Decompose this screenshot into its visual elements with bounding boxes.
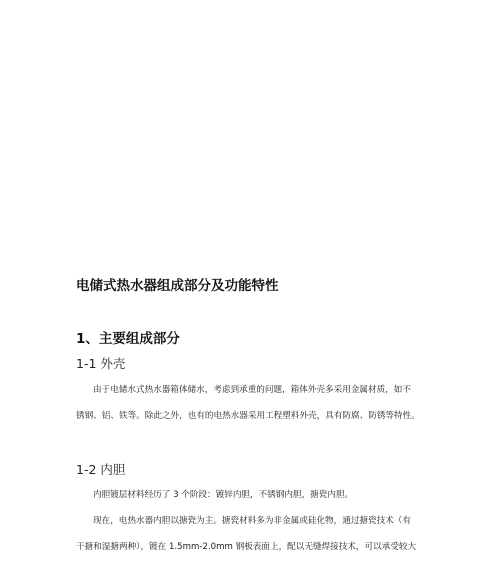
paragraph-enamel-line-2: 干搪和湿搪两种），镀在 1.5mm-2.0mm 钢板表面上，配以无缝焊接技术，可以承受较大: [76, 542, 417, 552]
paragraph-inner-tank-stages: 内胆镀层材料经历了 3 个阶段：镀锌内胆，不锈钢内胆，搪瓷内胆。: [93, 490, 354, 500]
document-title: 电储式热水器组成部分及功能特性: [76, 278, 279, 294]
section-heading-main-components: 1、主要组成部分: [76, 331, 180, 347]
subsection-heading-inner-tank: 1-2 内胆: [76, 462, 126, 477]
subsection-heading-shell: 1-1 外壳: [76, 356, 126, 371]
paragraph-enamel-line-1: 现在，电热水器内胆以搪瓷为主。搪瓷材料多为非金属或硅化物，通过搪瓷技术（有: [93, 516, 411, 526]
paragraph-shell-line-1: 由于电储水式热水器箱体储水，考虑到承重的问题，箱体外壳多采用金属材质，如不: [93, 385, 411, 395]
paragraph-shell-line-2: 锈钢、铝、铁等。除此之外，也有的电热水器采用工程塑料外壳，具有防腐、防锈等特性。: [76, 411, 420, 421]
